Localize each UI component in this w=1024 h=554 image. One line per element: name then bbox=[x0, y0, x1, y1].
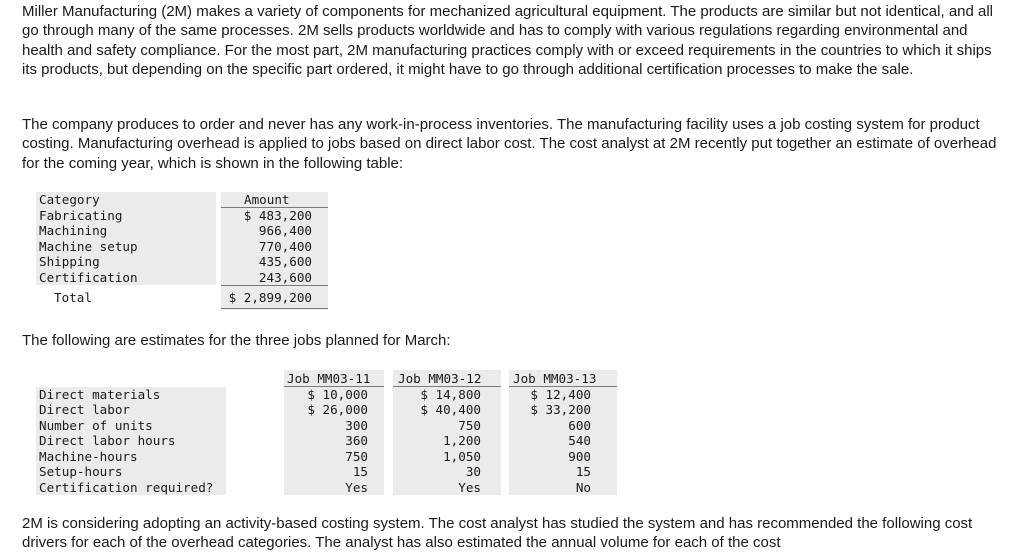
jobs-cell: $ 12,400 bbox=[530, 386, 591, 402]
overhead-row-amount: 966,400 bbox=[258, 223, 312, 238]
overhead-total-label: Total bbox=[54, 290, 92, 305]
jobs-cell: 900 bbox=[568, 448, 591, 464]
jobs-header-mm03-12: Job MM03-12 bbox=[398, 371, 482, 386]
overhead-row-category: Shipping bbox=[39, 254, 100, 269]
overhead-row-category: Fabricating bbox=[39, 207, 123, 223]
overhead-row-category: Certification bbox=[39, 269, 138, 285]
overhead-estimate-table bbox=[36, 192, 328, 310]
jobs-cell: No bbox=[575, 479, 591, 495]
jobs-cell: 1,050 bbox=[443, 448, 481, 464]
overhead-header-category: Category bbox=[39, 192, 100, 207]
job-estimates-table bbox=[36, 370, 621, 498]
overhead-total-amount: $ 2,899,200 bbox=[228, 290, 312, 305]
jobs-cell: 15 bbox=[575, 464, 591, 479]
overhead-row-amount: 243,600 bbox=[258, 269, 312, 285]
jobs-cell: 750 bbox=[458, 417, 481, 433]
jobs-cell: $ 33,200 bbox=[530, 402, 591, 417]
jobs-cell: 360 bbox=[345, 433, 368, 448]
jobs-row-label: Certification required? bbox=[39, 479, 214, 495]
jobs-cell: 30 bbox=[465, 464, 481, 479]
jobs-cell: $ 26,000 bbox=[307, 402, 368, 417]
overhead-total-underline bbox=[221, 308, 328, 309]
jobs-cell: 1,200 bbox=[443, 433, 481, 448]
jobs-header-mm03-13: Job MM03-13 bbox=[513, 371, 597, 386]
overhead-row-amount: $ 483,200 bbox=[243, 207, 312, 223]
jobs-cell: Yes bbox=[345, 479, 368, 495]
jobs-cell: $ 14,800 bbox=[420, 386, 481, 402]
jobs-cell: $ 40,400 bbox=[420, 402, 481, 417]
overhead-row-amount: 435,600 bbox=[258, 254, 312, 269]
jobs-row-label: Direct labor hours bbox=[39, 433, 176, 448]
jobs-cell: 15 bbox=[352, 464, 368, 479]
jobs-cell: $ 10,000 bbox=[307, 386, 368, 402]
jobs-row-label: Direct labor bbox=[39, 402, 130, 417]
jobs-cell: 300 bbox=[345, 417, 368, 433]
jobs-cell: 750 bbox=[345, 448, 368, 464]
jobs-header-mm03-11: Job MM03-11 bbox=[287, 371, 371, 386]
overhead-row-category: Machine setup bbox=[39, 238, 138, 254]
estimates-paragraph: The following are estimates for the three jobs planned for March: bbox=[22, 332, 451, 349]
jobs-cell: 540 bbox=[568, 433, 591, 448]
overhead-row-category: Machining bbox=[39, 223, 108, 238]
costing-paragraph: The company produces to order and never has any work-in-process inventories. The manufacturing facility uses a job costing system for product costing. Manufacturing overhead is applied to jobs based on direct labor cost. The cost analyst at 2M recently put together an estimate of overhead for the coming year, which is shown in the following table: bbox=[22, 116, 997, 172]
overhead-header-amount: Amount bbox=[244, 192, 290, 207]
abc-paragraph: 2M is considering adopting an activity-based costing system. The cost analyst has studied the system and has recommended the following cost drivers for each of the overhead categories. The analyst has also estimated the annual volume for each of the cost bbox=[22, 515, 973, 552]
jobs-row-label: Machine-hours bbox=[39, 448, 138, 464]
overhead-row-amount: 770,400 bbox=[258, 238, 312, 254]
overhead-total-rule bbox=[221, 285, 328, 286]
jobs-cell: 600 bbox=[568, 417, 591, 433]
jobs-row-label: Setup-hours bbox=[39, 464, 123, 479]
jobs-cell: Yes bbox=[458, 479, 481, 495]
jobs-row-label: Number of units bbox=[39, 417, 153, 433]
intro-paragraph: Miller Manufacturing (2M) makes a variety of components for mechanized agricultural equipment. The products are similar but not identical, and all go through many of the same processes. 2M sells products worldwide and has to comply with various regulations regarding environmental and health and safety compliance. For the most part, 2M manufacturing practices comply with or exceed requirements in the countries to which it ships its products, but depending on the specific part ordered, it might have to go through additional certification processes to make the sale. bbox=[22, 3, 994, 78]
jobs-row-label: Direct materials bbox=[39, 386, 161, 402]
